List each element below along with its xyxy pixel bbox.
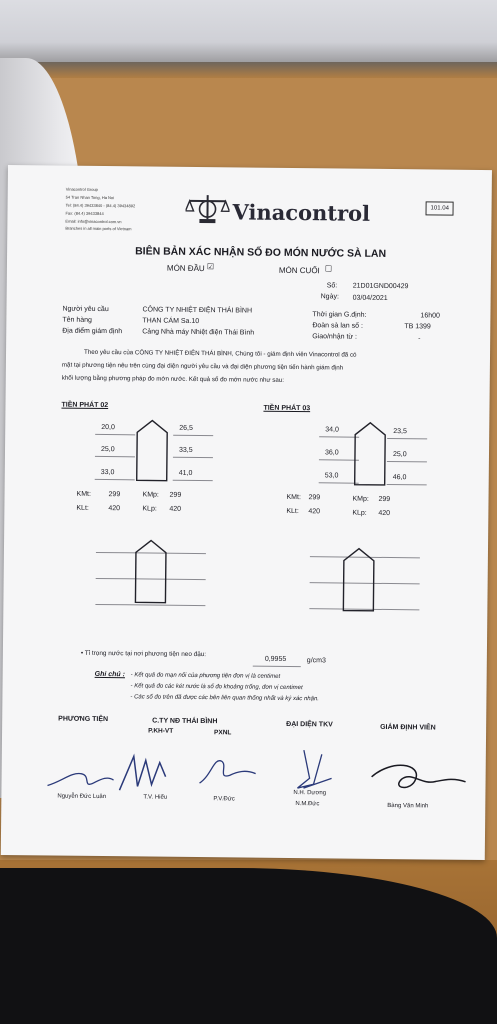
company-line: 54 Tran Nhan Tong, Ha Noi xyxy=(65,194,115,201)
sig-gdv: GIÁM ĐỊNH VIÊN xyxy=(380,723,436,732)
thoi-gian-label: Thời gian G.định: xyxy=(312,311,367,319)
tank-outline-icon xyxy=(133,538,168,604)
mon-cuoi-label: MÓN CUỐI xyxy=(278,265,320,276)
note-line: - Các số đo trên đã được các bên liên quan thống nhất và ký xác nhận. xyxy=(130,694,320,703)
doan-sa-lan-label: Đoàn sà lan số : xyxy=(312,322,363,330)
barge-right-value: 25,0 xyxy=(392,451,407,459)
sig-dai-dien: ĐẠI DIỆN TKV xyxy=(286,720,333,729)
klp-value: 420 xyxy=(378,509,391,518)
vinacontrol-logo-icon xyxy=(185,193,229,225)
brand-name: Vinacontrol xyxy=(232,199,371,226)
klt-value: 420 xyxy=(108,505,121,513)
tank-outline-icon xyxy=(341,547,376,613)
kmp-value: 299 xyxy=(169,491,182,499)
company-line: Fax: (84.4) 39433844 xyxy=(65,210,104,217)
intro-line: mặt tại phương tiện nêu trên cùng đại diện người yêu cầu và đại diện phương tiện tiến hành giám định xyxy=(61,361,344,372)
kmt-value: 299 xyxy=(108,491,121,499)
signer-name: Bàng Văn Minh xyxy=(387,803,429,810)
ngay-value: 03/04/2021 xyxy=(352,294,388,302)
intro-line: Theo yêu cầu của CÔNG TY NHIỆT ĐIỆN THÁI BÌNH, Chúng tôi - giám định viên Vinacontrol đã có xyxy=(84,348,357,359)
mon-dau-checkbox: ☑ xyxy=(206,262,215,272)
barge-right-value: 26,5 xyxy=(179,424,193,432)
barge-left-value: 33,0 xyxy=(100,468,115,477)
klt-label: KLt: xyxy=(76,504,89,512)
mon-dau-label: MÓN ĐẦU xyxy=(166,263,205,274)
klp-value: 420 xyxy=(169,505,182,513)
barge-outline-icon xyxy=(135,418,170,482)
mon-cuoi-checkbox: ☐ xyxy=(324,264,333,274)
doan-sa-lan-value: TB 1399 xyxy=(404,323,431,331)
barge-right-value: 41,0 xyxy=(178,469,193,477)
barge-right-value: 23,5 xyxy=(393,428,407,436)
intro-line: khối lượng bằng phương pháp đo mớn nước. Kết quả số đo mớn nước như sau: xyxy=(61,374,285,384)
klt-value: 420 xyxy=(308,508,321,516)
kmt-label: KMt: xyxy=(76,490,91,498)
density-unit: g/cm3 xyxy=(306,657,326,665)
sig-pkhvt: P.KH-VT xyxy=(148,727,174,735)
kmp-label: KMp: xyxy=(352,495,369,503)
density-value: 0,9955 xyxy=(264,655,287,663)
giao-nhan-label: Giao/nhận từ : xyxy=(312,333,358,341)
company-line: Vinacontrol Group xyxy=(65,186,98,192)
ten-hang-value: THAN CÁM Sa.10 xyxy=(142,317,200,326)
signer-name: T.V. Hiếu xyxy=(143,794,168,801)
signer-name: N.H. Dương xyxy=(293,790,327,797)
kmt-label: KMt: xyxy=(286,493,301,502)
barge-right-value: 33,5 xyxy=(178,446,193,454)
nguoi-yeu-cau-label: Người yêu cầu xyxy=(62,305,109,314)
barge-title: TIỀN PHÁT 02 xyxy=(61,401,109,410)
company-line: Branches in all main ports of Vietnam xyxy=(65,225,132,232)
barge-left-value: 34,0 xyxy=(325,426,339,434)
barge-outline-icon xyxy=(353,421,388,487)
company-line: Email: info@vinacontrol.com.vn xyxy=(65,218,122,225)
barge-left-value: 25,0 xyxy=(100,445,115,454)
company-line: Tel: (84.4) 39433840 - (84.4) 39434892 xyxy=(65,202,136,209)
density-label: • Tỉ trọng nước tại nơi phương tiện neo đậu: xyxy=(80,649,207,659)
kmp-label: KMp: xyxy=(142,491,159,499)
nguoi-yeu-cau-value: CÔNG TY NHIỆT ĐIỆN THÁI BÌNH xyxy=(142,306,253,315)
black-cloth xyxy=(0,868,497,1024)
so-label: Số: xyxy=(326,282,338,290)
thoi-gian-value: 16h00 xyxy=(420,312,440,320)
sig-pxnl: PXNL xyxy=(214,729,232,737)
sig-phuong-tien: PHƯƠNG TIỆN xyxy=(58,715,109,724)
notes-label: Ghi chú : xyxy=(94,670,126,679)
barge-title: TIỀN PHÁT 03 xyxy=(263,404,311,413)
signer-name: Nguyễn Đức Luân xyxy=(57,793,107,801)
document-sheet xyxy=(1,165,492,860)
sig-cty: C.TY NĐ THÁI BÌNH xyxy=(152,717,218,726)
klt-label: KLt: xyxy=(286,507,299,516)
barge-right-value: 46,0 xyxy=(392,474,407,482)
dia-diem-value: Cảng Nhà máy Nhiệt điện Thái Bình xyxy=(142,328,255,337)
form-code: 101.04 xyxy=(425,201,454,215)
kmp-value: 299 xyxy=(378,495,391,504)
dia-diem-label: Địa điểm giám định xyxy=(62,327,123,336)
desk-edge xyxy=(0,62,497,78)
note-line: - Kết quả đo các két nước là số đo khoảng trống, đơn vị centimet xyxy=(130,683,303,692)
klp-label: KLp: xyxy=(352,509,367,517)
giao-nhan-value: - xyxy=(418,335,421,343)
document-title: BIÊN BẢN XÁC NHẬN SỐ ĐO MÓN NƯỚC SÀ LAN xyxy=(135,245,387,260)
handwritten-signatures xyxy=(41,745,482,810)
barge-left-value: 20,0 xyxy=(101,423,115,432)
barge-left-value: 36,0 xyxy=(324,449,339,457)
ngay-label: Ngày: xyxy=(320,293,339,301)
signer-name: P.V.Đức xyxy=(213,796,235,803)
note-line: - Kết quả đo mạn nổi của phương tiện đơn vị là centimet xyxy=(130,672,281,680)
kmt-value: 299 xyxy=(308,494,321,502)
background-paper-stack xyxy=(0,0,497,70)
so-value: 21D01GND00429 xyxy=(352,282,409,291)
barge-left-value: 53,0 xyxy=(324,472,339,480)
klp-label: KLp: xyxy=(142,505,157,513)
signer-name: N.M.Đức xyxy=(295,801,320,808)
ten-hang-label: Tên hàng xyxy=(62,316,93,324)
